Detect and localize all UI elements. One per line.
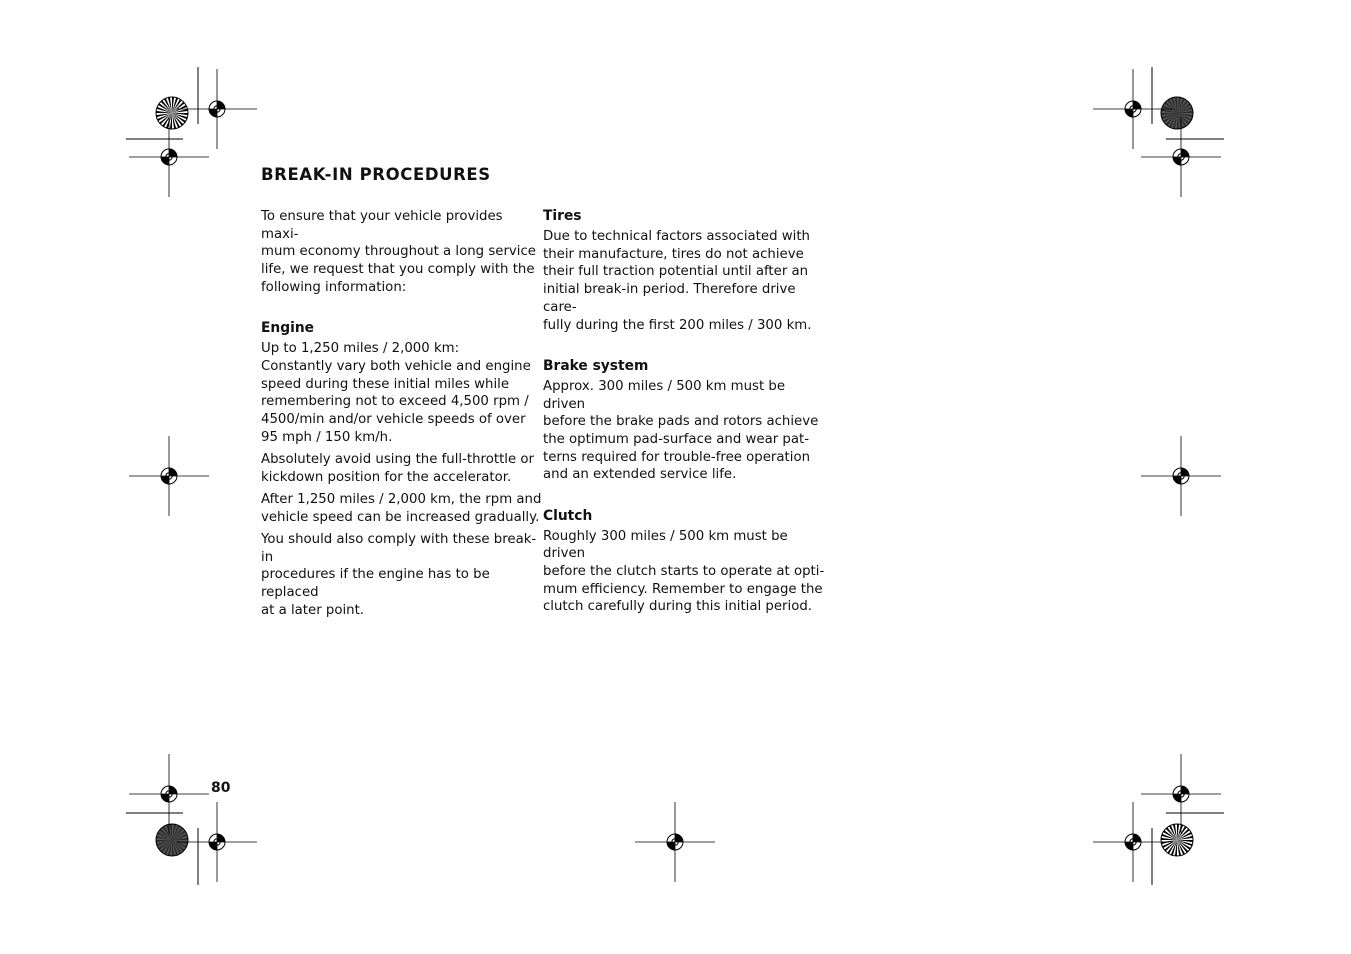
page-title: BREAK-IN PROCEDURES <box>261 165 491 184</box>
left-column <box>261 208 543 624</box>
tires-paragraph: Due to technical factors associated with their manufacture, tires do not achieve their full traction potential until after an initial break-in period. Therefore drive care- fully during the first 200 miles / 300 km. <box>543 229 812 333</box>
page-number: 80 <box>211 780 231 796</box>
engine-paragraph: Up to 1,250 miles / 2,000 km: Constantly vary both vehicle and engine speed during these initial miles while remembering not to exceed 4,500 rpm / 4500/min and/or vehicle speeds of over 95 mph / 150 km/h. <box>261 341 531 445</box>
intro-paragraph: To ensure that your vehicle provides maxi- mum economy throughout a long service life, we request that you comply with the following information: <box>261 209 536 295</box>
tires-heading: Tires <box>543 208 582 224</box>
engine-paragraph: Absolutely avoid using the full-throttle or kickdown position for the accelerator. <box>261 451 534 485</box>
brake-system-paragraph: Approx. 300 miles / 500 km must be driven before the brake pads and rotors achieve the optimum pad-surface and wear pat- terns required for trouble-free operation and an extended service life. <box>543 378 819 483</box>
clutch-heading: Clutch <box>543 507 593 524</box>
clutch-paragraph: Roughly 300 miles / 500 km must be driven before the clutch starts to operate at opti- mum efficiency. Remember to engage the clutch carefully during this initial period. <box>543 528 825 615</box>
engine-heading: Engine <box>261 320 315 337</box>
engine-paragraph: After 1,250 miles / 2,000 km, the rpm and vehicle speed can be increased gradually. <box>261 491 542 525</box>
brake-system-heading: Brake system <box>543 357 649 374</box>
right-column <box>543 206 825 621</box>
engine-paragraph: You should also comply with these break-in procedures if the engine has to be replaced at a later point. <box>261 531 537 618</box>
